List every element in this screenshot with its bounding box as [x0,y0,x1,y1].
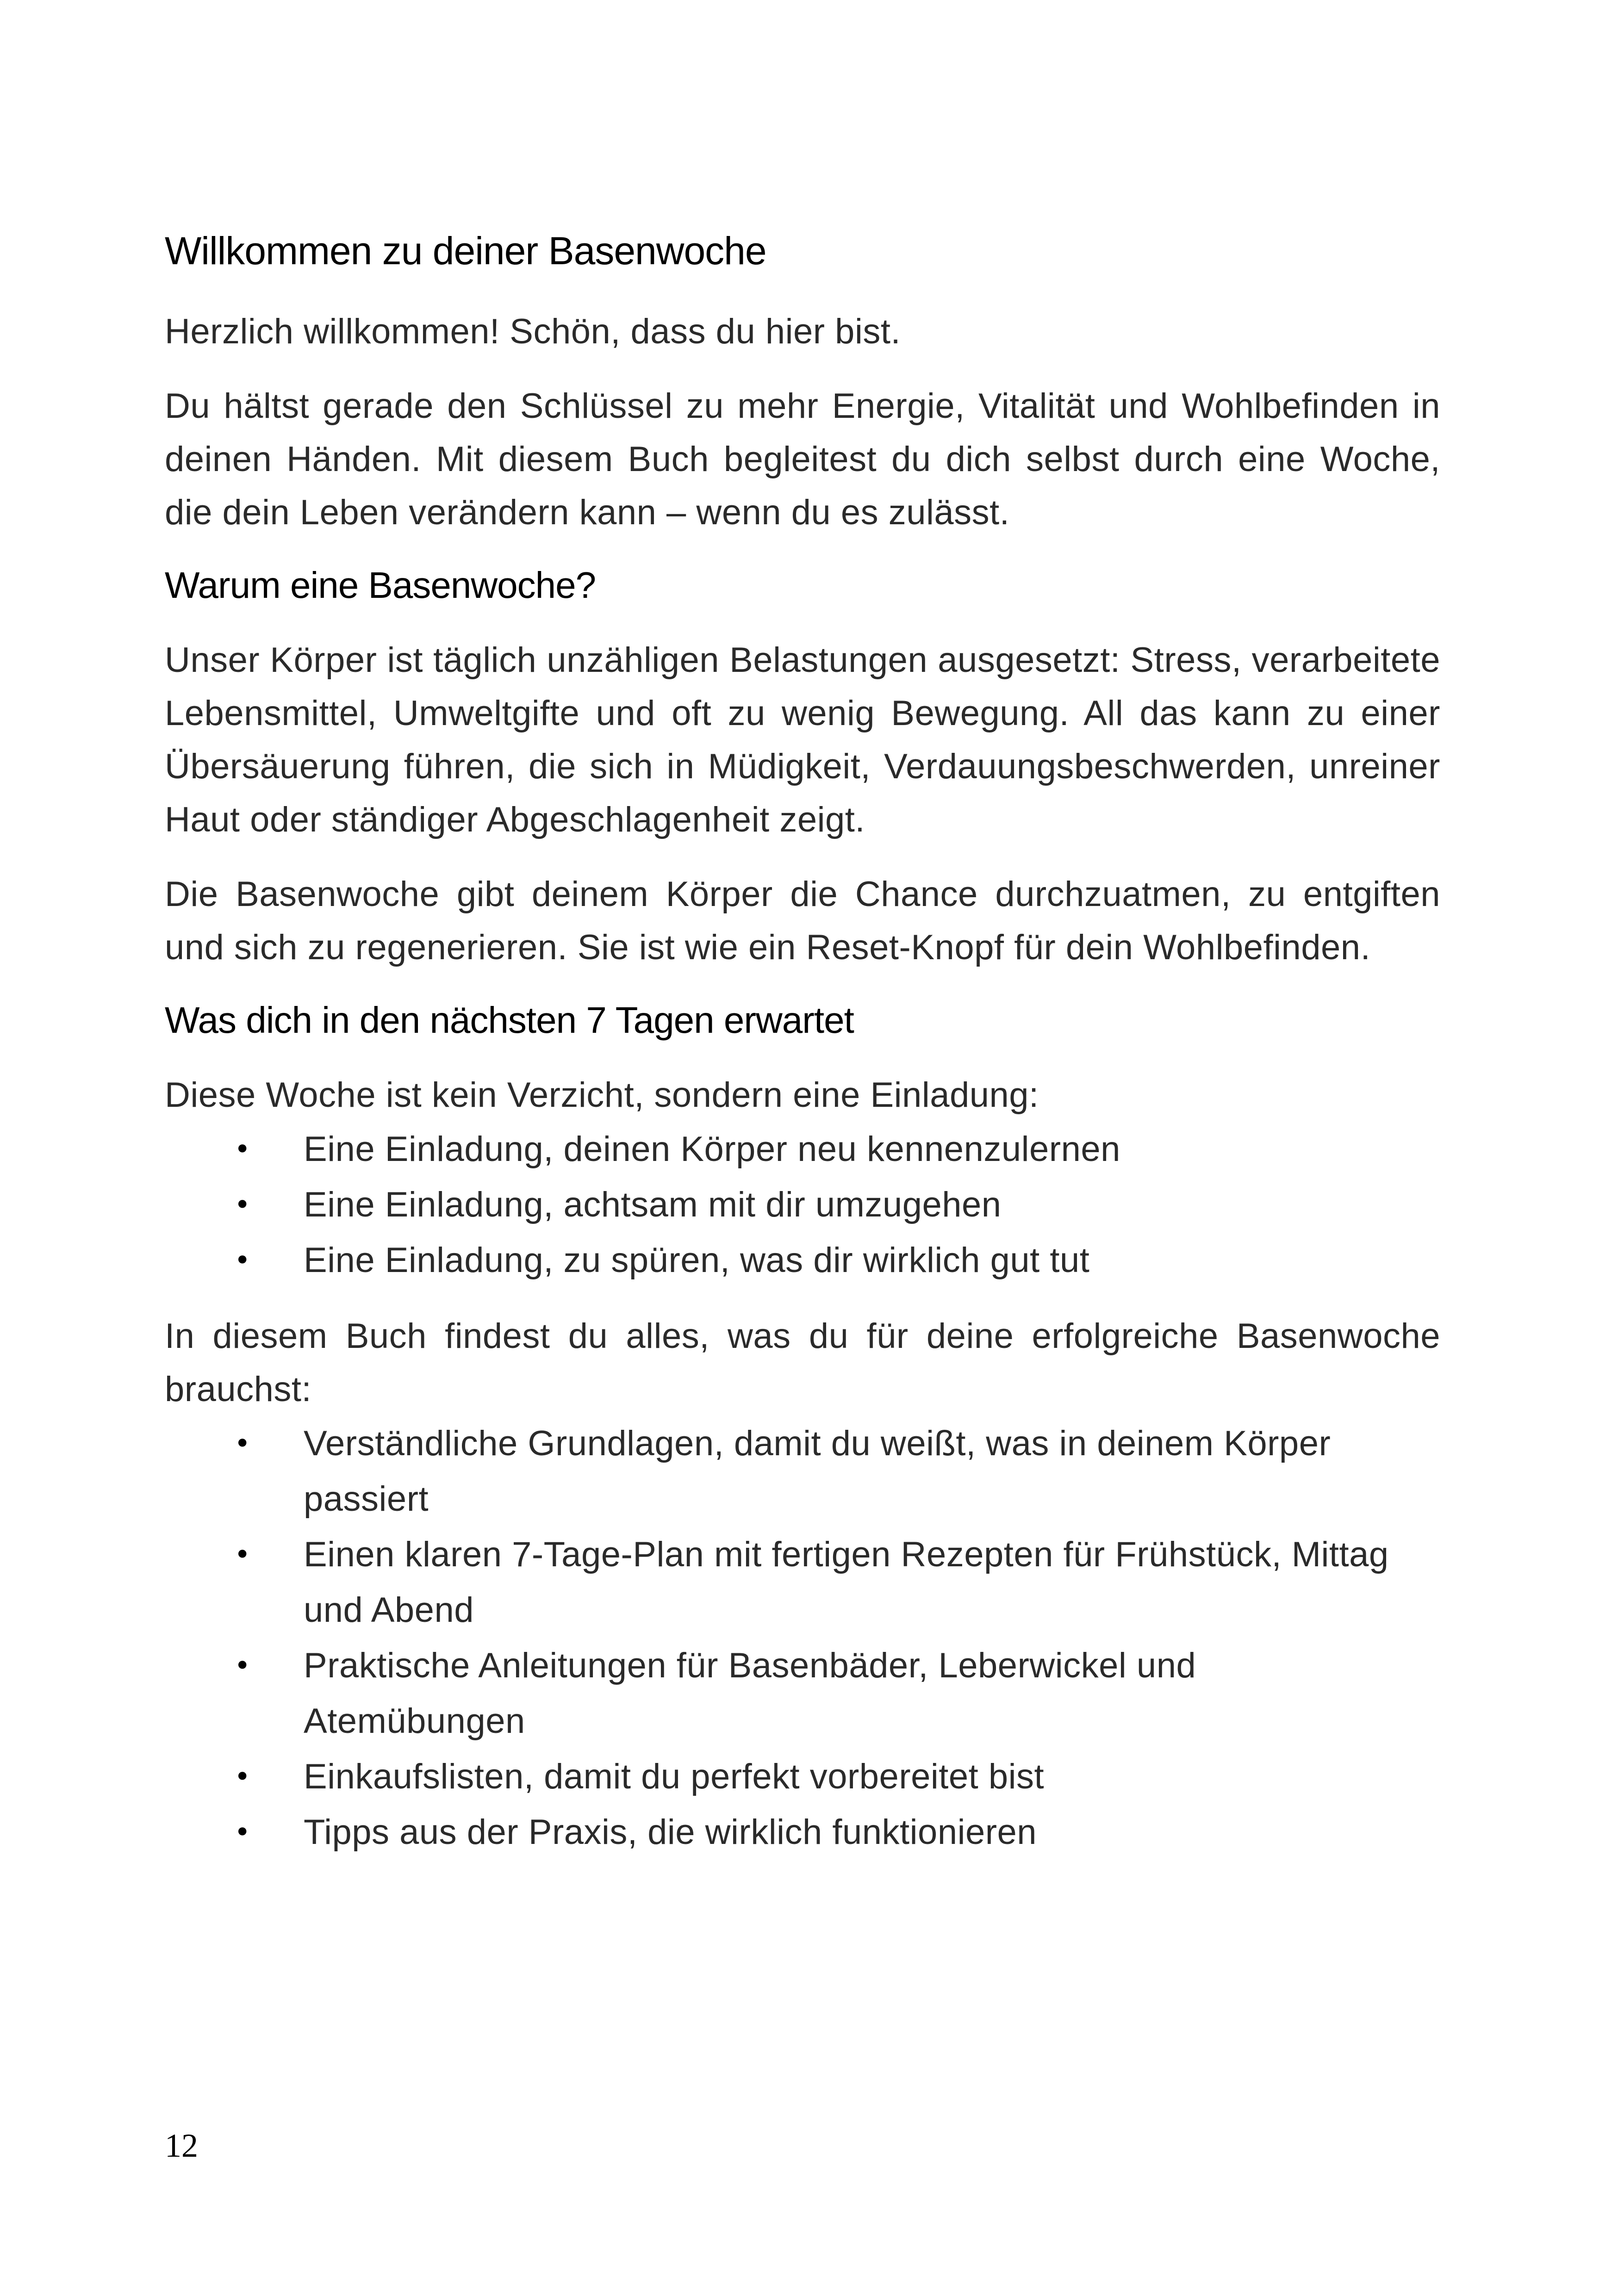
invitation-list [165,1122,1440,1288]
list-item: • Tipps aus der Praxis, die wirklich funktionieren [165,1805,1414,1860]
page-title: Willkommen zu deiner Basenwoche [165,229,766,273]
list-lead: In diesem Buch findest du alles, was du für deine erfolgreiche Basenwoche brauchst: [165,1316,1440,1409]
bullet-icon: • [234,1816,251,1849]
page-content [165,225,1440,1881]
list-item: • Verständliche Grundlagen, damit du weißt, was in deinem Körper passiert [165,1416,1414,1527]
bullet-icon: • [234,1133,251,1166]
bullet-icon: • [234,1650,251,1682]
list-lead: Diese Woche ist kein Verzicht, sondern eine Einladung: [165,1075,1039,1115]
bullet-icon: • [234,1244,251,1277]
bullet-icon: • [234,1761,251,1793]
list-item: • Einkaufslisten, damit du perfekt vorbereitet bist [165,1749,1414,1805]
bullet-icon: • [234,1427,251,1460]
body-paragraph: Die Basenwoche gibt deinem Körper die Chance durchzuatmen, zu entgiften und sich zu regenerieren. Sie ist wie ein Reset-Knopf für dein Wohlbefinden. [165,875,1440,968]
list-item: • Eine Einladung, deinen Körper neu kennenzulernen [165,1122,1440,1177]
list-item: • Eine Einladung, zu spüren, was dir wirklich gut tut [165,1233,1440,1288]
bullet-icon: • [234,1189,251,1222]
list-item: • Praktische Anleitungen für Basenbäder, Leberwickel und Atemübungen [165,1638,1414,1749]
book-contents-list [165,1416,1440,1860]
list-item: • Eine Einladung, achtsam mit dir umzugehen [165,1177,1440,1233]
page-number: 12 [165,2127,198,2164]
list-item: • Einen klaren 7-Tage-Plan mit fertigen Rezepten für Frühstück, Mittag und Abend [165,1527,1414,1638]
body-paragraph: Unser Körper ist täglich unzähligen Belastungen ausgesetzt: Stress, verarbeitete Lebensmittel, Umweltgifte und oft zu wenig Bewegung. All das kann zu einer Übersäuerung führen, die sich in Müdigkeit, Verdauungsbeschwerden, unreiner Haut oder ständiger Abgeschlagenheit zeigt. [165,640,1440,840]
intro-paragraph: Herzlich willkommen! Schön, dass du hier bist. [165,312,901,352]
section-heading: Warum eine Basenwoche? [165,565,596,606]
intro-paragraph: Du hältst gerade den Schlüssel zu mehr Energie, Vitalität und Wohlbefinden in deinen Händen. Mit diesem Buch begleitest du dich selbst durch eine Woche, die dein Leben verändern kann – wenn du es zulässt. [165,386,1440,533]
section-heading: Was dich in den nächsten 7 Tagen erwartet [165,999,854,1041]
bullet-icon: • [234,1539,251,1571]
